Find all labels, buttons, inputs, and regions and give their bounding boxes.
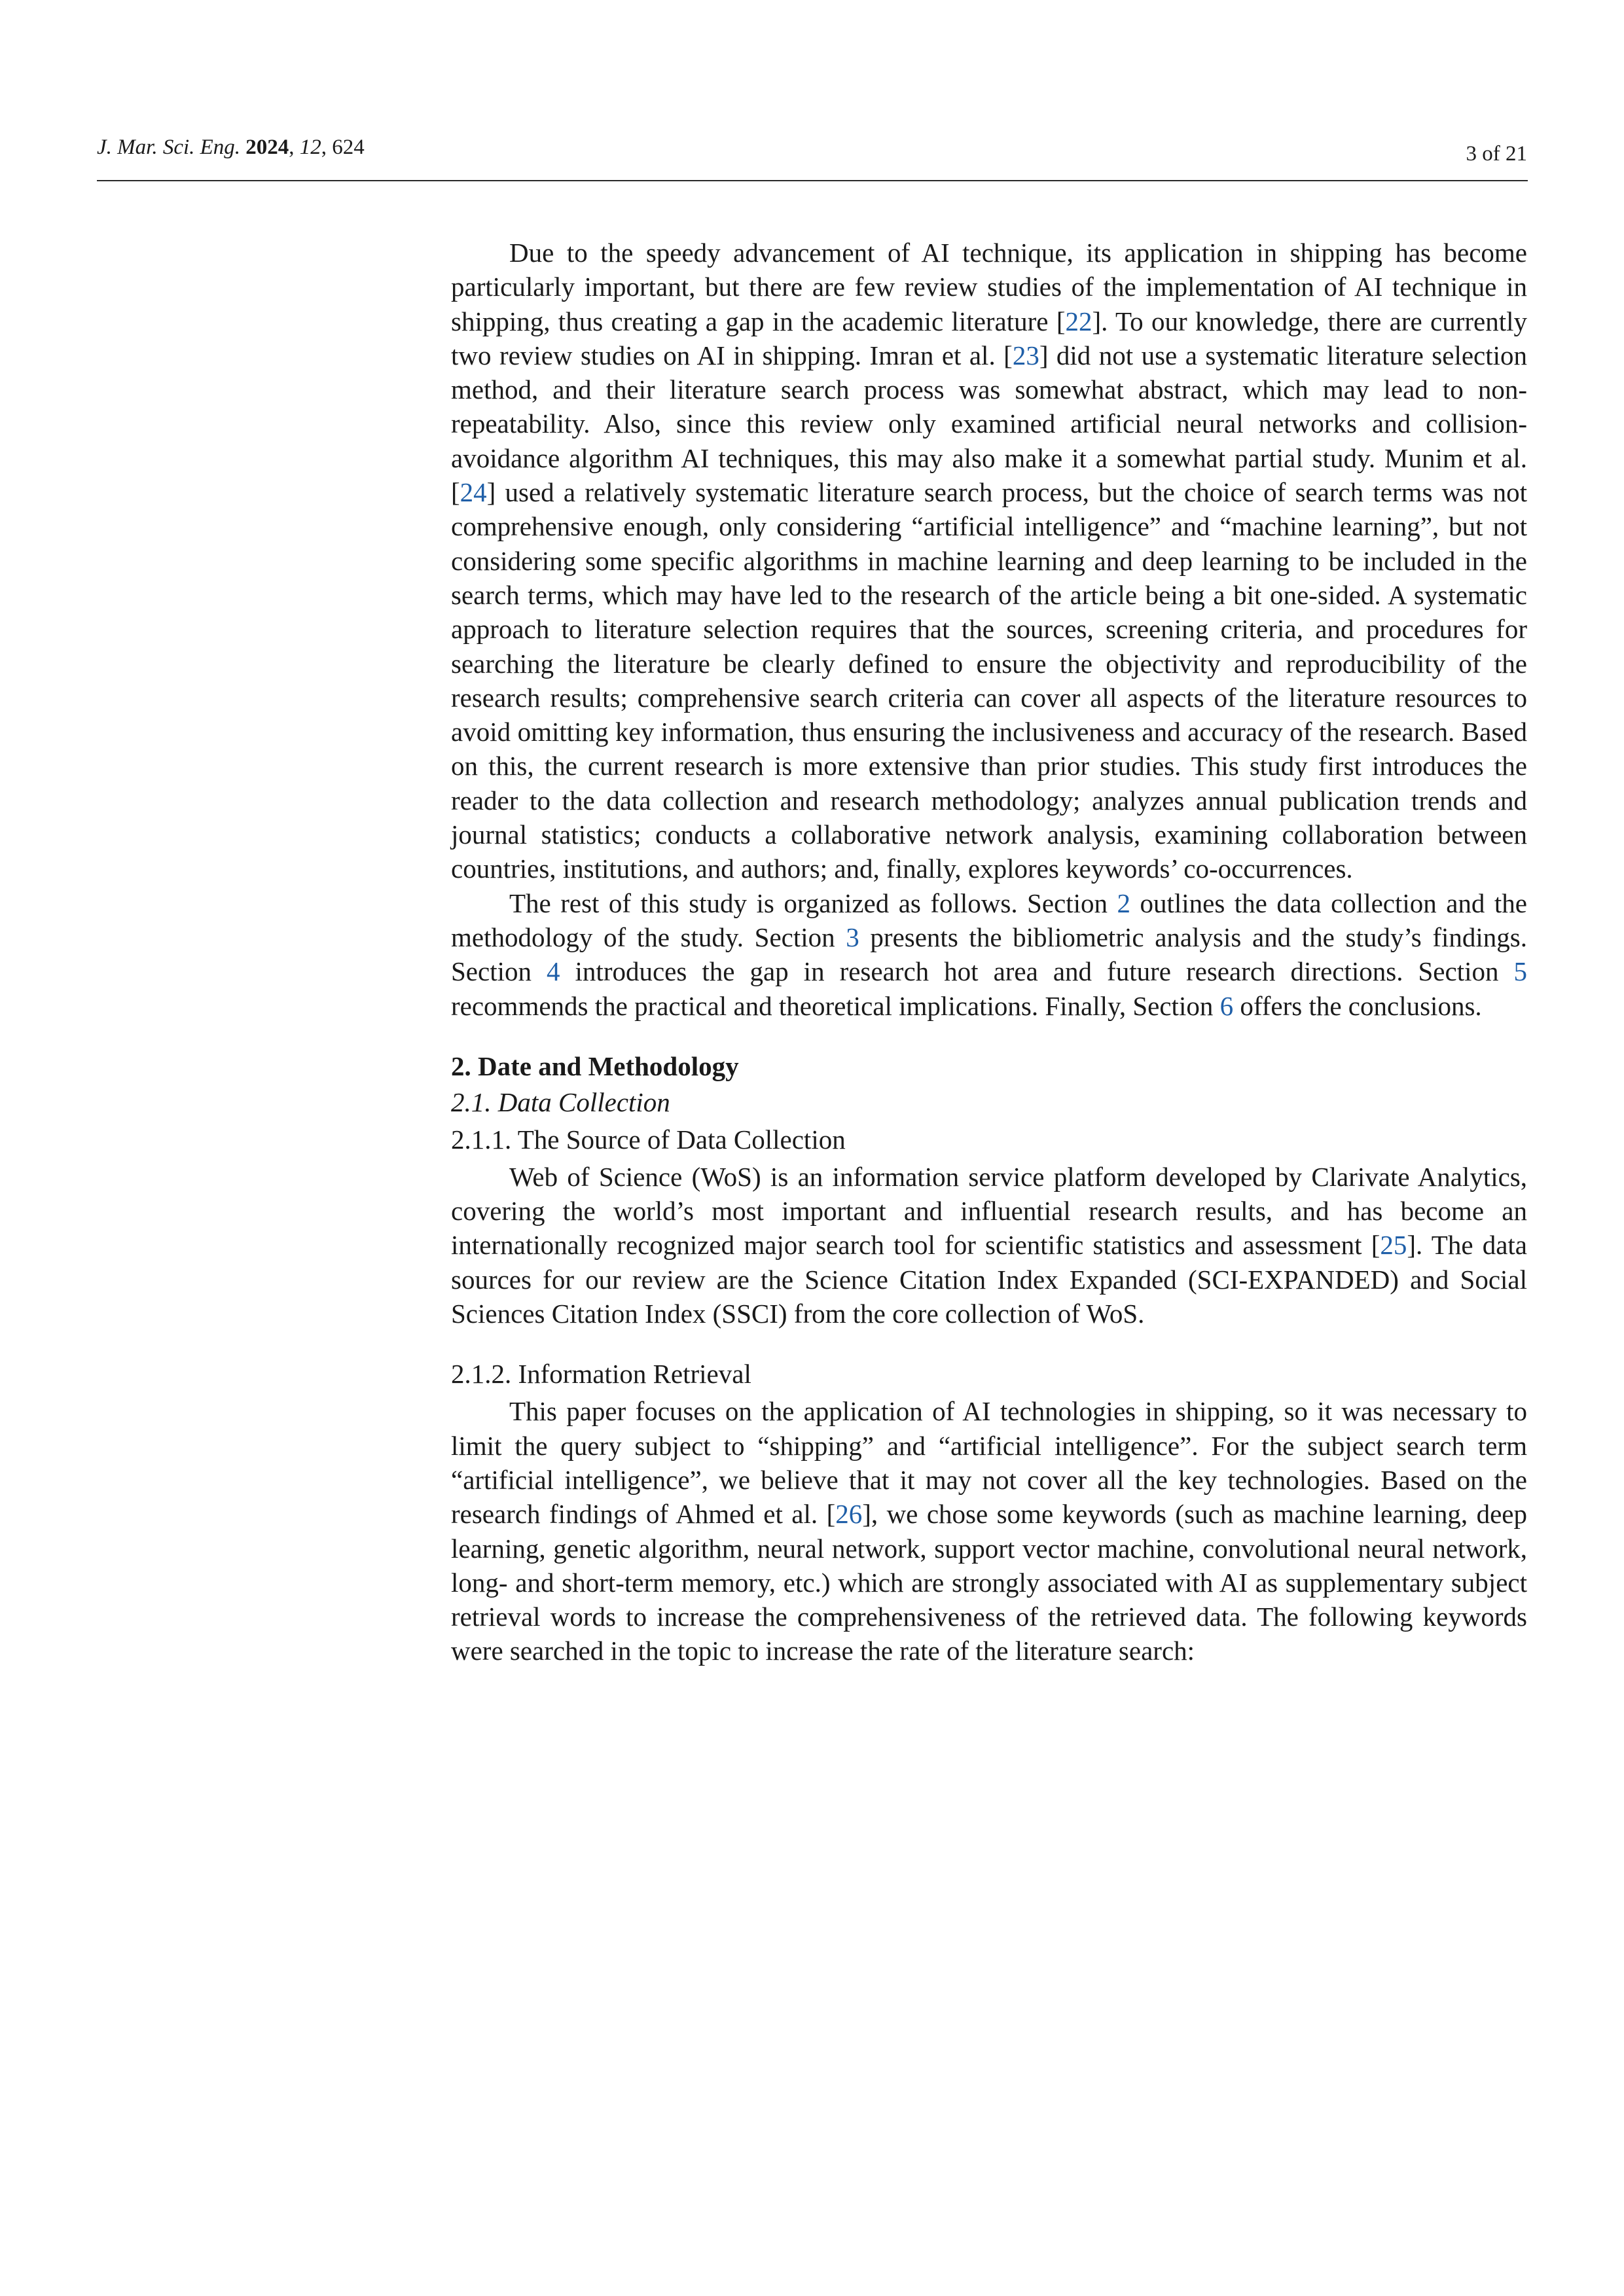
text-run: outlines the data collection and the methodology of the study. Section bbox=[451, 888, 1527, 952]
citation-link-23[interactable]: 23 bbox=[1012, 340, 1039, 370]
text-run: This paper focuses on the application of AI technologies in shipping, so it was necessary to limit the query subject to “shipping” and “artificial intelligence”. For the subject search term “artificial intelligence”, we believe that it may not cover all the key technologies. Based on the research findings of Ahmed et al. [ bbox=[451, 1396, 1527, 1530]
text-run: offers the conclusions. bbox=[1233, 990, 1482, 1021]
running-header-citation: J. Mar. Sci. Eng. 2024, 12, 624 bbox=[97, 135, 365, 159]
citation-link-26[interactable]: 26 bbox=[835, 1499, 863, 1530]
intro-paragraph-2 bbox=[451, 886, 1527, 1023]
text-run: recommends the practical and theoretical implications. Finally, Section bbox=[451, 990, 1220, 1021]
subsection-heading-2-1: 2.1. Data Collection bbox=[451, 1086, 670, 1117]
citation-link-25[interactable]: 25 bbox=[1380, 1230, 1407, 1261]
subsubsection-heading-2-1-1: 2.1.1. The Source of Data Collection bbox=[451, 1124, 846, 1155]
subsubsection-heading-2-1-2: 2.1.2. Information Retrieval bbox=[451, 1359, 751, 1390]
section-link-5[interactable]: 5 bbox=[1513, 956, 1528, 987]
section-link-3[interactable]: 3 bbox=[846, 922, 859, 952]
section-link-6[interactable]: 6 bbox=[1219, 990, 1234, 1021]
journal-name: J. Mar. Sci. Eng. bbox=[97, 135, 241, 159]
section-link-4[interactable]: 4 bbox=[547, 956, 560, 987]
intro-paragraph-1 bbox=[451, 236, 1527, 886]
journal-year: 2024 bbox=[245, 135, 289, 159]
header-divider bbox=[97, 180, 1528, 181]
citation-link-24[interactable]: 24 bbox=[460, 477, 487, 508]
section-heading-2: 2. Date and Methodology bbox=[451, 1050, 739, 1081]
text-run: ] did not use a systematic literature selection method, and their literature search process was somewhat abstract, which may lead to non-repeatability. Also, since this review only examined artificial neural networks and collision-avoidance algorithm AI techniques, this may also make it a somewhat partial study. Munim et al. [ bbox=[451, 340, 1528, 508]
text-run: ]. The data sources for our review are the Science Citation Index Expanded (SCI-EXPANDED) and Social Sciences Citation Index (SSCI) from the core collection of WoS. bbox=[451, 1230, 1527, 1329]
text-run: presents the bibliometric analysis and the study’s findings. Section bbox=[451, 922, 1528, 987]
text-run: Web of Science (WoS) is an information service platform developed by Clarivate Analytics, covering the world’s most important and influential research results, and has become an internationally recognized major search tool for scientific statistics and assessment [ bbox=[451, 1161, 1527, 1261]
article-number: 624 bbox=[332, 135, 365, 159]
text-run: introduces the gap in research hot area and future research directions. Section bbox=[560, 956, 1514, 987]
text-run: Due to the speedy advancement of AI technique, its application in shipping has become particularly important, but there are few review studies of the implementation of AI technique in shipping, thus creating a gap in the academic literature [ bbox=[451, 238, 1527, 336]
information-retrieval-paragraph bbox=[451, 1394, 1527, 1668]
text-run: ] used a relatively systematic literature search process, but the choice of search terms was not comprehensive enough, only considering “artificial intelligence” and “machine learning”, but not considering some specific algorithms in machine learning and deep learning to be included in the search terms, which may have led to the research of the article being a bit one-sided. A systematic approach to literature selection requires that the sources, screening criteria, and procedures for searching the literature be clearly defined to ensure the objectivity and reproducibility of the research results; comprehensive search criteria can cover all aspects of the literature resources to avoid omitting key information, thus ensuring the inclusiveness and accuracy of the research. Based on this, the current research is more extensive than prior studies. This study first introduces the reader to the data collection and research methodology; analyzes annual publication trends and journal statistics; conducts a collaborative network analysis, examining collaboration between countries, institutions, and authors; and, finally, explores keywords’ co-occurrences. bbox=[451, 477, 1527, 884]
text-run: ]. To our knowledge, there are currently two review studies on AI in shipping. Imran et al. [ bbox=[451, 306, 1527, 370]
citation-link-22[interactable]: 22 bbox=[1065, 306, 1092, 336]
main-text-column bbox=[451, 236, 1527, 1668]
page-number: 3 of 21 bbox=[1466, 142, 1527, 166]
data-source-paragraph bbox=[451, 1160, 1527, 1331]
text-run: ], we chose some keywords (such as machine learning, deep learning, genetic algorithm, neural network, support vector machine, convolutional neural network, long- and short-term memory, etc.) which are strongly associated with AI as supplementary subject retrieval words to increase the comprehensiveness of the retrieved data. The following keywords were searched in the topic to increase the rate of the literature search: bbox=[451, 1499, 1527, 1666]
journal-volume: 12 bbox=[299, 135, 321, 159]
section-link-2[interactable]: 2 bbox=[1117, 888, 1131, 918]
text-run: The rest of this study is organized as follows. Section bbox=[509, 888, 1117, 918]
